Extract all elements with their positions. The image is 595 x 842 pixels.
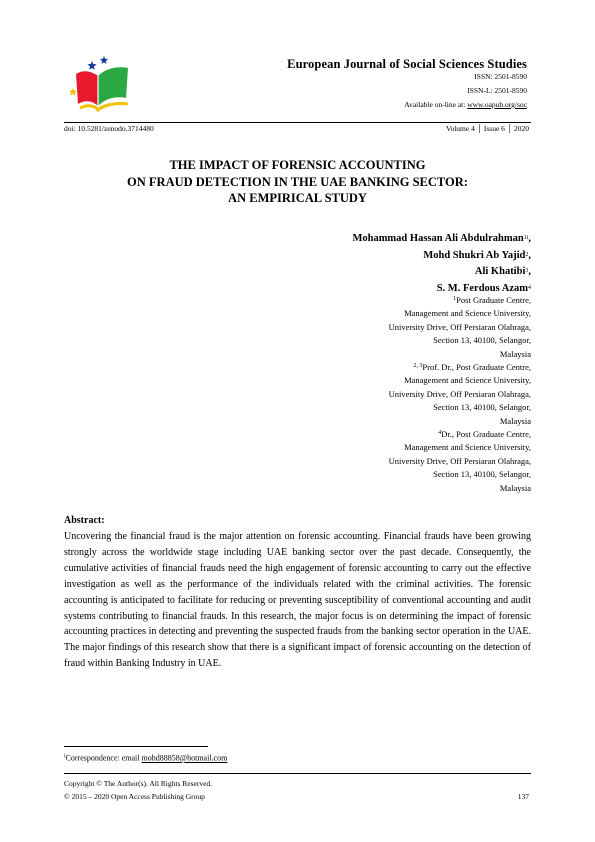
author: Mohammad Hassan Ali Abdulrahman$^{1i}$, [352,233,531,244]
affiliation-line: Section 13, 40100, Selangor, [433,335,531,346]
article-title-line-2: ON FRAUD DETECTION IN THE UAE BANKING SECTOR: [127,174,468,189]
volume-issue-year: Volume 4 │ Issue 6 │ 2020 [446,124,529,133]
journal-logo [62,52,140,116]
author: S. M. Ferdous Azam$^4$ [436,282,531,294]
footnote-rule [64,746,208,747]
affiliation-line: Management and Science University, [404,442,531,453]
affiliation-line: $^1$Post Graduate Centre, [453,295,531,305]
article-title-line-3: AN EMPIRICAL STUDY [228,191,367,205]
affiliations [389,294,531,495]
issn: ISSN: 2501-8590 [474,72,527,81]
availability-line [404,100,527,109]
abstract-heading: Abstract: [64,515,105,526]
affiliation-line: University Drive, Off Persiaran Olahraga, [388,455,531,466]
abstract-text: Uncovering the financial fraud is the major attention on forensic accounting. Financial frauds have been growing strongly across the worldwide stage including UAE banking sector over the past decade. Consequently, the cumulative activities of financial frauds need the high engagement of forensic accounting to carry out the effective investigation as well as the performance of the individuals related with the criminal activities. The forensic accounting is anticipated to facilitate for reducing or preventing susceptibility of conventional accounting and audit systems contributing to financial frauds. In this research, the major focus is on determining the impact of forensic accounting practices in detecting and preventing the suspected frauds from the banking sector operation in the UAE. The major findings of this research show that there is a significant impact of forensic accounting on the detection of fraud within Banking Industry in UAE. [64,531,531,670]
journal-website-link[interactable]: www.oapub.org/soc [467,100,527,109]
affiliation-line: Management and Science University, [404,308,531,319]
affiliation-line: University Drive, Off Persiaran Olahraga, [388,388,531,399]
page-number: 137 [517,792,529,801]
affiliation-line: Management and Science University, [404,375,531,386]
affiliation-line: Malaysia [499,415,531,426]
author: Mohd Shukri Ab Yajid$^2$, [423,249,531,261]
affiliation-line: University Drive, Off Persiaran Olahraga, [388,321,531,332]
available-label: Available on-line at: [404,100,468,109]
book-icon [76,67,128,110]
affiliation-line: Malaysia [499,348,531,359]
copyright-notice: Copyright © The Author(s). All Rights Reserved. [64,779,213,788]
affiliation-line: $^{2, 3}$Prof. Dr., Post Graduate Centre, [413,362,531,373]
author-list [352,231,531,297]
affiliation-line: $^4$Dr., Post Graduate Centre, [438,429,531,440]
correspondence-email-link[interactable]: mohd88858@hotmail.com [141,753,228,763]
footer-rule [64,773,531,774]
affiliation-line: Section 13, 40100, Selangor, [433,469,531,480]
publisher-notice: © 2015 – 2020 Open Access Publishing Group [64,792,205,801]
doi: doi: 10.5281/zenodo.3714480 [64,124,154,133]
journal-title: European Journal of Social Sciences Studies [287,57,527,71]
affiliation-line: Section 13, 40100, Selangor, [433,402,531,413]
affiliation-line: Malaysia [499,482,531,493]
author: Ali Khatibi$^3$, [474,266,531,277]
issn-l: ISSN-L: 2501-8590 [467,86,527,95]
correspondence-footnote: $^i$Correspondence: email mohd88858@hotmail.com [64,753,228,763]
article-title-line-1: THE IMPACT OF FORENSIC ACCOUNTING [169,158,426,172]
header-rule [64,122,531,123]
